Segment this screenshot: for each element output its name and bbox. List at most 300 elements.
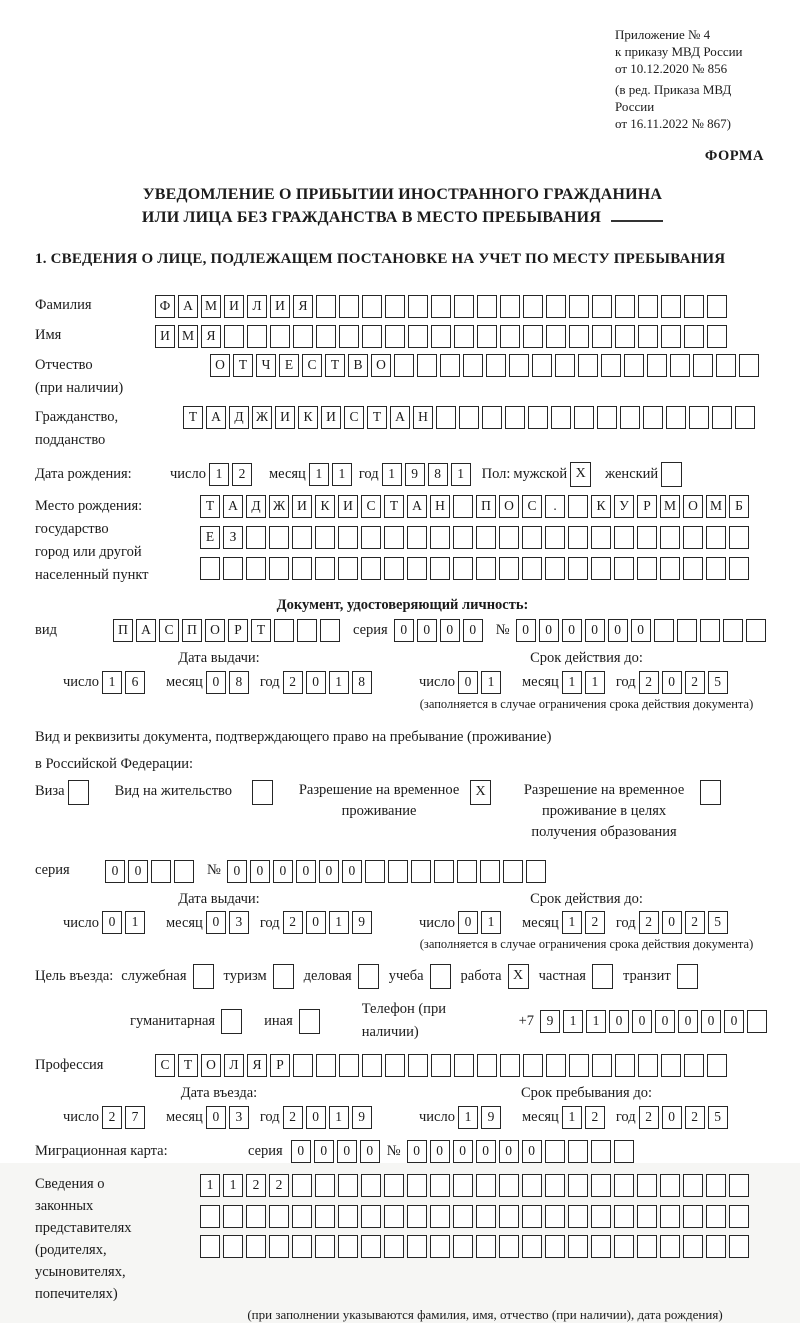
cell[interactable]: 0	[562, 619, 582, 642]
cell[interactable]: 0	[105, 860, 125, 883]
cell[interactable]: И	[275, 406, 295, 429]
residence-issue-month[interactable]	[206, 911, 252, 935]
cell[interactable]: А	[223, 495, 243, 518]
residence-expiry-month[interactable]	[562, 911, 608, 935]
cell[interactable]	[269, 1235, 289, 1258]
cell[interactable]	[591, 1235, 611, 1258]
cell[interactable]	[407, 1235, 427, 1258]
cell[interactable]	[546, 325, 566, 348]
purpose-business-checkbox[interactable]	[358, 964, 379, 989]
cell[interactable]: К	[591, 495, 611, 518]
cell[interactable]	[684, 295, 704, 318]
cell[interactable]: 8	[229, 671, 249, 694]
cell[interactable]	[683, 1174, 703, 1197]
cell[interactable]	[430, 557, 450, 580]
cell[interactable]: М	[201, 295, 221, 318]
stay-year[interactable]	[639, 1105, 731, 1129]
cell[interactable]: 0	[458, 671, 478, 694]
cell[interactable]: М	[660, 495, 680, 518]
cell[interactable]: У	[614, 495, 634, 518]
cell[interactable]	[569, 1054, 589, 1077]
cell[interactable]	[361, 1174, 381, 1197]
cell[interactable]: 5	[708, 1106, 728, 1129]
residence-number-field[interactable]	[227, 859, 549, 883]
cell[interactable]	[338, 526, 358, 549]
cell[interactable]: Е	[279, 354, 299, 377]
birth-place-field-3[interactable]	[200, 556, 752, 580]
cell[interactable]	[638, 325, 658, 348]
cell[interactable]	[700, 619, 720, 642]
cell[interactable]	[407, 526, 427, 549]
cell[interactable]	[683, 1235, 703, 1258]
cell[interactable]	[384, 1174, 404, 1197]
cell[interactable]: А	[206, 406, 226, 429]
cell[interactable]: 0	[453, 1140, 473, 1163]
residence-issue-year[interactable]	[283, 911, 375, 935]
stay-day[interactable]	[458, 1105, 504, 1129]
cell[interactable]: 0	[522, 1140, 542, 1163]
cell[interactable]	[362, 1054, 382, 1077]
cell[interactable]	[269, 526, 289, 549]
cell[interactable]	[292, 1235, 312, 1258]
cell[interactable]: 1	[562, 1106, 582, 1129]
cell[interactable]	[592, 295, 612, 318]
cell[interactable]	[706, 1174, 726, 1197]
cell[interactable]: 0	[609, 1010, 629, 1033]
cell[interactable]	[453, 1205, 473, 1228]
cell[interactable]: Ж	[252, 406, 272, 429]
cell[interactable]: 2	[283, 911, 303, 934]
cell[interactable]: 9	[481, 1106, 501, 1129]
cell[interactable]	[723, 619, 743, 642]
cell[interactable]	[293, 1054, 313, 1077]
cell[interactable]	[385, 295, 405, 318]
birth-place-field-2[interactable]	[200, 525, 752, 549]
cell[interactable]	[735, 406, 755, 429]
cell[interactable]: Р	[270, 1054, 290, 1077]
doc-issue-month[interactable]	[206, 670, 252, 694]
cell[interactable]	[660, 526, 680, 549]
cell[interactable]: 0	[608, 619, 628, 642]
cell[interactable]	[459, 406, 479, 429]
cell[interactable]: К	[298, 406, 318, 429]
cell[interactable]	[522, 557, 542, 580]
cell[interactable]: Я	[201, 325, 221, 348]
cell[interactable]	[174, 860, 194, 883]
cell[interactable]	[591, 526, 611, 549]
cell[interactable]: 0	[314, 1140, 334, 1163]
cell[interactable]	[499, 1174, 519, 1197]
cell[interactable]	[614, 526, 634, 549]
cell[interactable]: 8	[352, 671, 372, 694]
profession-field[interactable]	[155, 1053, 730, 1077]
cell[interactable]	[545, 1235, 565, 1258]
cell[interactable]: 0	[632, 1010, 652, 1033]
cell[interactable]	[454, 295, 474, 318]
representatives-field-3[interactable]	[200, 1235, 752, 1259]
cell[interactable]	[660, 1205, 680, 1228]
cell[interactable]	[500, 1054, 520, 1077]
phone-field[interactable]	[540, 1010, 770, 1034]
cell[interactable]: 9	[540, 1010, 560, 1033]
cell[interactable]: 2	[246, 1174, 266, 1197]
cell[interactable]: Т	[384, 495, 404, 518]
cell[interactable]	[747, 1010, 767, 1033]
cell[interactable]	[551, 406, 571, 429]
cell[interactable]	[637, 557, 657, 580]
cell[interactable]: П	[113, 619, 133, 642]
purpose-work-checkbox[interactable]: X	[508, 964, 529, 989]
doc-number-field[interactable]	[516, 618, 769, 642]
cell[interactable]	[716, 354, 736, 377]
cell[interactable]: 1	[563, 1010, 583, 1033]
cell[interactable]	[499, 526, 519, 549]
cell[interactable]	[739, 354, 759, 377]
cell[interactable]	[615, 295, 635, 318]
cell[interactable]: 9	[352, 1106, 372, 1129]
cell[interactable]	[430, 526, 450, 549]
cell[interactable]	[660, 1235, 680, 1258]
cell[interactable]	[592, 325, 612, 348]
cell[interactable]	[522, 1235, 542, 1258]
cell[interactable]: 0	[206, 1106, 226, 1129]
cell[interactable]	[683, 526, 703, 549]
cell[interactable]: 0	[585, 619, 605, 642]
cell[interactable]: 2	[639, 911, 659, 934]
cell[interactable]	[224, 325, 244, 348]
cell[interactable]	[689, 406, 709, 429]
cell[interactable]	[463, 354, 483, 377]
cell[interactable]	[683, 1205, 703, 1228]
doc-issue-day[interactable]	[102, 670, 148, 694]
cell[interactable]: 0	[463, 619, 483, 642]
cell[interactable]: 9	[352, 911, 372, 934]
cell[interactable]: 8	[428, 463, 448, 486]
cell[interactable]	[523, 295, 543, 318]
cell[interactable]: 1	[329, 911, 349, 934]
cell[interactable]: Ф	[155, 295, 175, 318]
cell[interactable]: 5	[708, 911, 728, 934]
cell[interactable]	[526, 860, 546, 883]
doc-series-field[interactable]	[394, 618, 486, 642]
cell[interactable]: Р	[228, 619, 248, 642]
cell[interactable]: 0	[678, 1010, 698, 1033]
cell[interactable]: 5	[708, 671, 728, 694]
edu-permit-checkbox[interactable]	[700, 780, 721, 805]
cell[interactable]	[712, 406, 732, 429]
cell[interactable]	[200, 1235, 220, 1258]
cell[interactable]: 7	[125, 1106, 145, 1129]
cell[interactable]	[614, 1174, 634, 1197]
cell[interactable]	[385, 1054, 405, 1077]
cell[interactable]: О	[371, 354, 391, 377]
cell[interactable]: 0	[250, 860, 270, 883]
cell[interactable]	[707, 325, 727, 348]
cell[interactable]	[509, 354, 529, 377]
cell[interactable]	[546, 1054, 566, 1077]
cell[interactable]: 2	[639, 1106, 659, 1129]
cell[interactable]	[408, 325, 428, 348]
cell[interactable]: 2	[283, 671, 303, 694]
cell[interactable]	[568, 1174, 588, 1197]
cell[interactable]: 1	[209, 463, 229, 486]
cell[interactable]	[614, 1205, 634, 1228]
cell[interactable]: И	[338, 495, 358, 518]
cell[interactable]	[223, 557, 243, 580]
cell[interactable]	[454, 325, 474, 348]
cell[interactable]: П	[182, 619, 202, 642]
cell[interactable]	[200, 1205, 220, 1228]
cell[interactable]: 0	[206, 911, 226, 934]
cell[interactable]	[661, 295, 681, 318]
cell[interactable]: Т	[200, 495, 220, 518]
cell[interactable]	[706, 1235, 726, 1258]
cell[interactable]	[246, 1235, 266, 1258]
cell[interactable]: 1	[481, 671, 501, 694]
cell[interactable]	[408, 295, 428, 318]
cell[interactable]	[362, 295, 382, 318]
cell[interactable]	[568, 495, 588, 518]
cell[interactable]: Ч	[256, 354, 276, 377]
cell[interactable]	[523, 1054, 543, 1077]
cell[interactable]	[453, 1174, 473, 1197]
birth-year-field[interactable]	[382, 462, 474, 486]
cell[interactable]	[528, 406, 548, 429]
cell[interactable]	[569, 295, 589, 318]
cell[interactable]	[480, 860, 500, 883]
cell[interactable]: И	[321, 406, 341, 429]
cell[interactable]: Т	[325, 354, 345, 377]
surname-field[interactable]	[155, 294, 730, 318]
cell[interactable]	[568, 526, 588, 549]
cell[interactable]	[476, 1205, 496, 1228]
cell[interactable]	[601, 354, 621, 377]
gender-female-checkbox[interactable]	[661, 462, 682, 487]
cell[interactable]	[592, 1054, 612, 1077]
cell[interactable]	[477, 295, 497, 318]
cell[interactable]	[430, 1174, 450, 1197]
cell[interactable]	[408, 1054, 428, 1077]
cell[interactable]: 1	[451, 463, 471, 486]
cell[interactable]	[505, 406, 525, 429]
cell[interactable]: 0	[724, 1010, 744, 1033]
cell[interactable]	[292, 526, 312, 549]
cell[interactable]	[499, 1235, 519, 1258]
cell[interactable]	[546, 295, 566, 318]
cell[interactable]	[707, 295, 727, 318]
cell[interactable]: Р	[637, 495, 657, 518]
purpose-private-checkbox[interactable]	[592, 964, 613, 989]
doc-issue-year[interactable]	[283, 670, 375, 694]
cell[interactable]: 1	[586, 1010, 606, 1033]
cell[interactable]: 2	[102, 1106, 122, 1129]
cell[interactable]: Л	[224, 1054, 244, 1077]
cell[interactable]: Т	[233, 354, 253, 377]
cell[interactable]	[430, 1235, 450, 1258]
citizenship-field[interactable]	[183, 406, 758, 430]
cell[interactable]	[707, 1054, 727, 1077]
cell[interactable]: 2	[232, 463, 252, 486]
cell[interactable]	[684, 325, 704, 348]
doc-kind-field[interactable]	[113, 618, 343, 642]
cell[interactable]	[693, 354, 713, 377]
cell[interactable]: Б	[729, 495, 749, 518]
cell[interactable]: А	[390, 406, 410, 429]
cell[interactable]: 0	[296, 860, 316, 883]
cell[interactable]: 0	[655, 1010, 675, 1033]
cell[interactable]: И	[270, 295, 290, 318]
cell[interactable]	[578, 354, 598, 377]
cell[interactable]	[453, 526, 473, 549]
cell[interactable]	[361, 526, 381, 549]
birth-day-field[interactable]	[209, 462, 255, 486]
cell[interactable]	[454, 1054, 474, 1077]
cell[interactable]: 2	[585, 1106, 605, 1129]
cell[interactable]	[499, 1205, 519, 1228]
cell[interactable]: 0	[306, 671, 326, 694]
cell[interactable]	[431, 325, 451, 348]
cell[interactable]: 0	[407, 1140, 427, 1163]
cell[interactable]	[274, 619, 294, 642]
cell[interactable]: 2	[585, 911, 605, 934]
purpose-transit-checkbox[interactable]	[677, 964, 698, 989]
cell[interactable]	[654, 619, 674, 642]
cell[interactable]	[568, 1235, 588, 1258]
cell[interactable]: С	[159, 619, 179, 642]
purpose-study-checkbox[interactable]	[430, 964, 451, 989]
cell[interactable]	[677, 619, 697, 642]
cell[interactable]: 0	[417, 619, 437, 642]
cell[interactable]	[522, 526, 542, 549]
cell[interactable]	[620, 406, 640, 429]
cell[interactable]	[486, 354, 506, 377]
cell[interactable]	[523, 325, 543, 348]
cell[interactable]	[545, 526, 565, 549]
cell[interactable]	[684, 1054, 704, 1077]
cell[interactable]: А	[136, 619, 156, 642]
cell[interactable]: 0	[102, 911, 122, 934]
cell[interactable]	[316, 325, 336, 348]
cell[interactable]: 1	[309, 463, 329, 486]
cell[interactable]	[269, 557, 289, 580]
cell[interactable]	[361, 557, 381, 580]
cell[interactable]: 2	[283, 1106, 303, 1129]
cell[interactable]	[292, 1174, 312, 1197]
cell[interactable]	[384, 1235, 404, 1258]
cell[interactable]: А	[407, 495, 427, 518]
cell[interactable]: 1	[562, 911, 582, 934]
cell[interactable]: .	[545, 495, 565, 518]
cell[interactable]	[476, 526, 496, 549]
cell[interactable]	[591, 1174, 611, 1197]
cell[interactable]	[315, 557, 335, 580]
cell[interactable]	[482, 406, 502, 429]
cell[interactable]	[638, 1054, 658, 1077]
cell[interactable]	[430, 1205, 450, 1228]
cell[interactable]	[315, 1235, 335, 1258]
cell[interactable]	[385, 325, 405, 348]
cell[interactable]: 0	[291, 1140, 311, 1163]
cell[interactable]	[407, 557, 427, 580]
cell[interactable]: 1	[125, 911, 145, 934]
cell[interactable]	[729, 557, 749, 580]
cell[interactable]	[453, 557, 473, 580]
cell[interactable]: И	[292, 495, 312, 518]
cell[interactable]: 0	[458, 911, 478, 934]
cell[interactable]	[338, 1174, 358, 1197]
cell[interactable]	[453, 495, 473, 518]
cell[interactable]	[729, 1205, 749, 1228]
cell[interactable]: 0	[516, 619, 536, 642]
cell[interactable]	[407, 1205, 427, 1228]
cell[interactable]	[320, 619, 340, 642]
cell[interactable]	[706, 557, 726, 580]
cell[interactable]	[200, 557, 220, 580]
cell[interactable]: 0	[337, 1140, 357, 1163]
cell[interactable]	[338, 557, 358, 580]
cell[interactable]	[338, 1205, 358, 1228]
cell[interactable]: З	[223, 526, 243, 549]
cell[interactable]	[729, 1174, 749, 1197]
cell[interactable]	[555, 354, 575, 377]
cell[interactable]: 0	[319, 860, 339, 883]
cell[interactable]: 1	[458, 1106, 478, 1129]
cell[interactable]	[440, 354, 460, 377]
cell[interactable]: 3	[229, 911, 249, 934]
cell[interactable]: С	[344, 406, 364, 429]
cell[interactable]: 1	[102, 671, 122, 694]
cell[interactable]: Т	[178, 1054, 198, 1077]
cell[interactable]: 0	[440, 619, 460, 642]
residence-expiry-year[interactable]	[639, 911, 731, 935]
cell[interactable]	[591, 1205, 611, 1228]
cell[interactable]: С	[302, 354, 322, 377]
cell[interactable]	[615, 325, 635, 348]
cell[interactable]	[316, 1054, 336, 1077]
cell[interactable]: 0	[306, 1106, 326, 1129]
mc-series-field[interactable]	[291, 1139, 383, 1163]
cell[interactable]: Я	[293, 295, 313, 318]
cell[interactable]: П	[476, 495, 496, 518]
purpose-tourism-checkbox[interactable]	[273, 964, 294, 989]
cell[interactable]: 1	[200, 1174, 220, 1197]
cell[interactable]: О	[201, 1054, 221, 1077]
cell[interactable]: 2	[685, 1106, 705, 1129]
cell[interactable]	[637, 526, 657, 549]
cell[interactable]	[269, 1205, 289, 1228]
cell[interactable]: Н	[413, 406, 433, 429]
cell[interactable]	[477, 325, 497, 348]
cell[interactable]	[384, 557, 404, 580]
cell[interactable]: М	[706, 495, 726, 518]
cell[interactable]	[637, 1235, 657, 1258]
cell[interactable]: 1	[223, 1174, 243, 1197]
cell[interactable]	[431, 295, 451, 318]
representatives-field-1[interactable]	[200, 1173, 752, 1197]
cell[interactable]	[476, 1174, 496, 1197]
cell[interactable]	[746, 619, 766, 642]
cell[interactable]	[503, 860, 523, 883]
cell[interactable]: 0	[360, 1140, 380, 1163]
doc-expiry-year[interactable]	[639, 670, 731, 694]
cell[interactable]: С	[155, 1054, 175, 1077]
cell[interactable]	[297, 619, 317, 642]
cell[interactable]	[339, 295, 359, 318]
cell[interactable]	[500, 295, 520, 318]
cell[interactable]: 1	[332, 463, 352, 486]
cell[interactable]	[361, 1235, 381, 1258]
cell[interactable]	[624, 354, 644, 377]
